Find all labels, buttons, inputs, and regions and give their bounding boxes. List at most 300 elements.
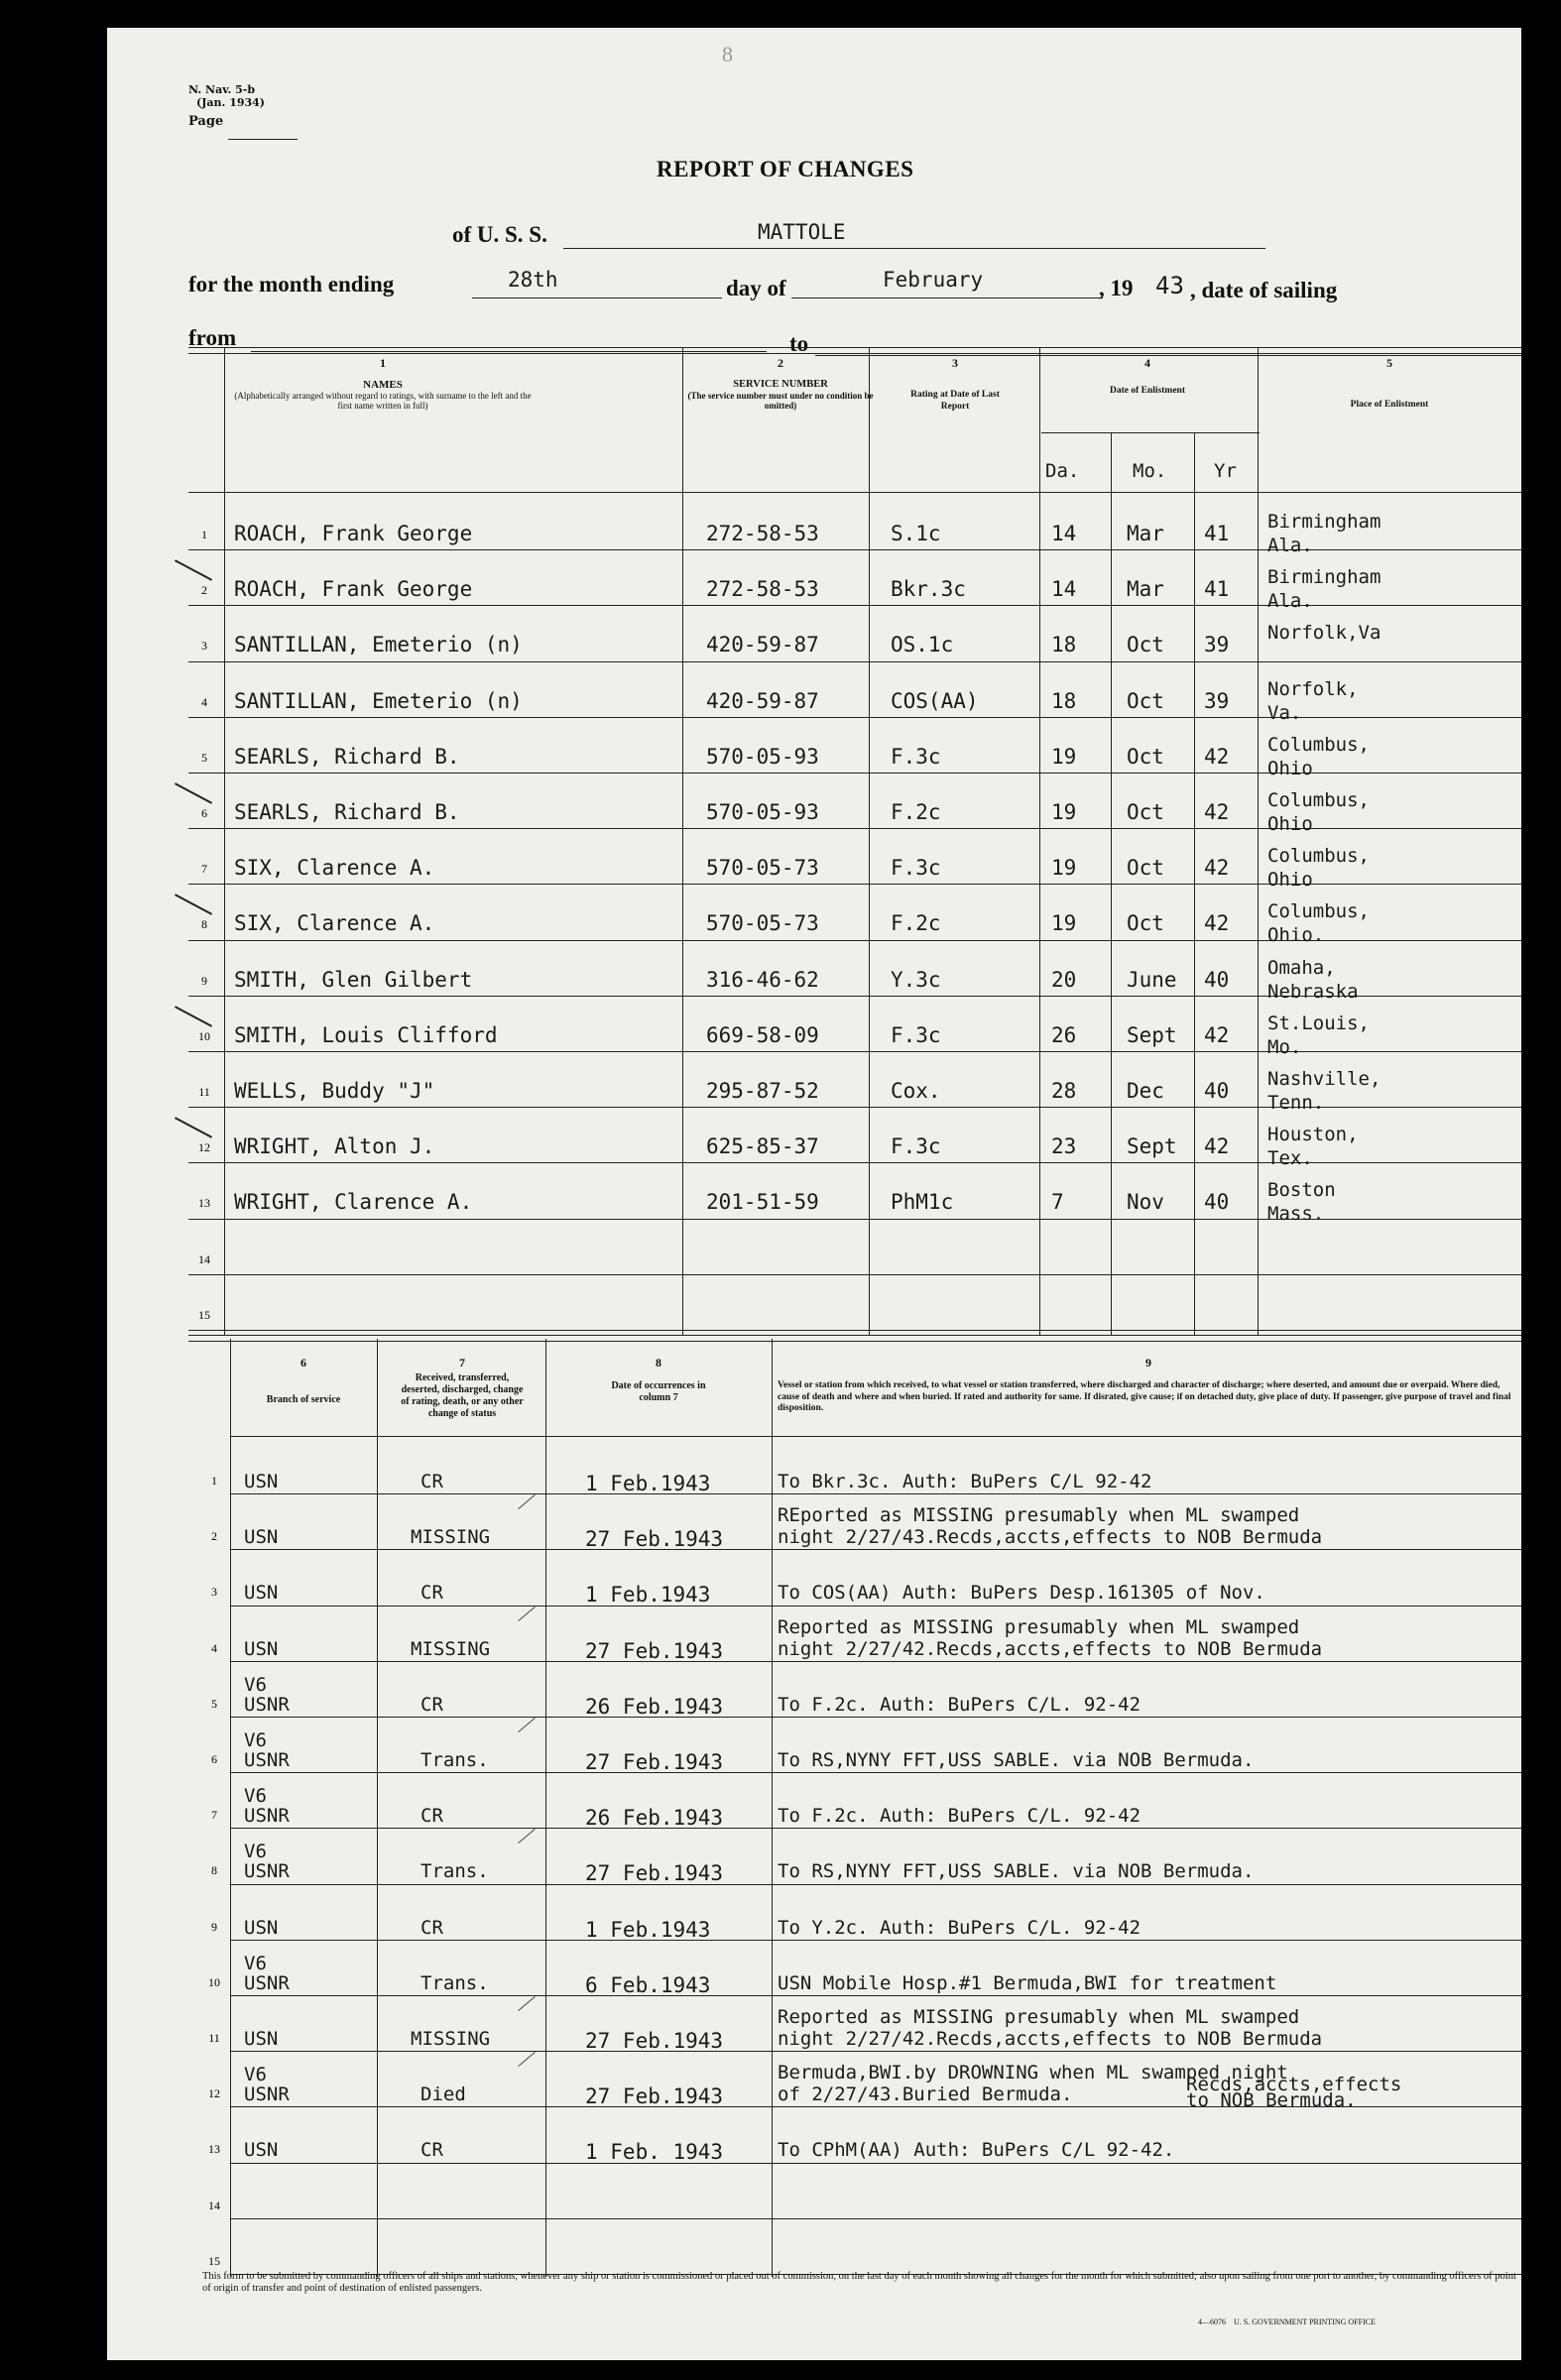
top-cell-service: 420-59-87	[706, 633, 819, 657]
top-row-number: 5	[201, 750, 207, 765]
bottom-cell-status: MISSING	[411, 1637, 491, 1660]
bottom-cell-remark1: Bermuda,BWI.by DROWNING when ML swamped night	[778, 2062, 1288, 2084]
top-cell-da: 19	[1051, 911, 1077, 936]
bottom-cell-status: Trans.	[420, 1860, 489, 1883]
yr-header: Yr	[1214, 460, 1237, 482]
bottom-cell-remark3: Recds,accts,effects	[1186, 2074, 1402, 2096]
day-of-label: day of	[726, 276, 786, 300]
bottom-cell-remark2: To Bkr.3c. Auth: BuPers C/L 92-42	[778, 1471, 1152, 1492]
top-cell-name: WRIGHT, Clarence A.	[234, 1190, 473, 1215]
top-row-rule	[188, 884, 1521, 885]
top-cell-rating: F.2c	[891, 911, 941, 936]
bottom-cell-branch: USN	[244, 1471, 279, 1492]
top-cell-place: Birmingham	[1267, 566, 1381, 589]
printer-line	[1198, 2318, 1376, 2326]
top-table-end-b	[188, 1341, 1521, 1342]
top-table-end-a	[188, 1335, 1521, 1336]
check-mark	[518, 1718, 535, 1732]
footer-note: This form to be submitted by commanding officers of all ships and stations, whenever any ship or station is commissioned or placed out of commission, on the last day of each month showing all changes for the month for which submitted; also upon sailing from one port to another, by commanding officers of point of origin of transfer and point of destination of enlisted passengers.	[202, 2271, 1516, 2294]
top-cell-service: 272-58-53	[706, 522, 819, 545]
top-cell-rating: OS.1c	[891, 633, 954, 657]
top-cell-service: 570-05-73	[706, 856, 819, 881]
top-cell-rating: F.3c	[891, 1022, 941, 1047]
bottom-cell-date: 27 Feb.1943	[585, 2084, 724, 2109]
top-cell-place: Birmingham	[1267, 511, 1381, 533]
bottom-cell-date: 1 Feb. 1943	[585, 2140, 724, 2165]
top-row-rule	[188, 1162, 1521, 1163]
top-cell-place: Columbus,	[1267, 845, 1370, 868]
col-1-number: 1	[380, 356, 386, 370]
col-8-number: 8	[656, 1356, 661, 1369]
top-cell-name: ROACH, Frank George	[234, 577, 473, 602]
top-cell-place: Ala.	[1267, 535, 1313, 556]
col-rating-header	[873, 357, 1037, 413]
check-mark	[175, 894, 212, 915]
top-cell-place: Nashville,	[1267, 1068, 1381, 1090]
bottom-row-rule	[230, 1828, 1521, 1829]
bottom-row-rule	[230, 1661, 1521, 1662]
bottom-cell-date: 27 Feb.1943	[585, 1861, 724, 1886]
header-bottom-rule	[188, 492, 1521, 493]
top-cell-rating: S.1c	[891, 522, 941, 545]
col-3-number: 3	[952, 356, 958, 370]
bottom-cell-remark1: Reported as MISSING presumably when ML swamped	[778, 1615, 1300, 1638]
top-cell-mo: Nov	[1127, 1190, 1164, 1215]
of-uss-label: of U. S. S.	[452, 222, 547, 247]
top-cell-yr: 42	[1204, 856, 1230, 881]
col-9-number: 9	[1145, 1356, 1151, 1369]
bvline-1	[230, 1339, 231, 2277]
bottom-cell-remark2: To RS,NYNY FFT,USS SABLE. via NOB Bermuda.	[778, 1860, 1255, 1883]
top-cell-yr: 41	[1204, 522, 1230, 545]
top-cell-place: Ala.	[1267, 590, 1313, 613]
bottom-row-number: 13	[208, 2142, 220, 2157]
form-number-text: N. Nav. 5-b	[188, 83, 256, 96]
check-mark	[518, 2052, 535, 2067]
top-cell-yr: 40	[1204, 1190, 1230, 1215]
col-2-title: SERVICE NUMBER	[733, 379, 828, 390]
top-cell-rating: Y.3c	[891, 967, 941, 992]
bottom-row-number: 1	[211, 1474, 217, 1488]
bottom-cell-branch: USNR	[244, 1693, 290, 1716]
top-cell-place: Ohio	[1267, 869, 1313, 892]
top-cell-mo: Mar	[1127, 522, 1164, 545]
bottom-row-rule	[230, 2051, 1521, 2052]
top-cell-rating: F.2c	[891, 800, 941, 824]
bottom-cell-branch: USN	[244, 1637, 279, 1660]
top-cell-place: Ohio	[1267, 757, 1313, 779]
bottom-cell-remark2: To F.2c. Auth: BuPers C/L. 92-42	[778, 1693, 1141, 1716]
top-cell-name: SANTILLAN, Emeterio (n)	[234, 688, 523, 713]
col-enlistment-date-header	[1037, 357, 1258, 397]
top-cell-place: Ohio.	[1267, 924, 1325, 947]
from-line	[251, 351, 767, 352]
ship-line	[563, 248, 1265, 249]
bottom-cell-branch: USNR	[244, 1971, 290, 1994]
bottom-cell-status: Trans.	[420, 1971, 489, 1994]
top-row-number: 15	[198, 1307, 210, 1322]
bottom-row-rule	[230, 1995, 1521, 1996]
check-mark	[175, 1117, 212, 1137]
col-9-title: Vessel or station from which received, to what vessel or station transferred, where discharged and character of discharge; where deserted, and amount due or overpaid. Where died, cause of death and where and when buried. If rated and authority for same. If disrated, give cause; if on detached duty, give place of duty. If passenger, give purpose of travel and final disposition.	[778, 1380, 1511, 1413]
bottom-cell-status: CR	[420, 1582, 443, 1605]
to-line	[815, 355, 1521, 356]
top-cell-place: Tenn.	[1267, 1092, 1325, 1114]
top-row-rule	[188, 773, 1521, 774]
top-cell-yr: 40	[1204, 1079, 1230, 1103]
bottom-cell-date: 1 Feb.1943	[585, 1583, 711, 1607]
col-branch-header	[230, 1357, 377, 1406]
vline-7	[1258, 347, 1259, 1335]
top-cell-place: Columbus,	[1267, 789, 1370, 811]
check-mark	[175, 559, 212, 580]
top-cell-da: 28	[1051, 1079, 1077, 1103]
top-row-rule	[188, 605, 1521, 606]
bottom-row-number: 11	[208, 2031, 220, 2045]
top-cell-yr: 42	[1204, 1134, 1230, 1159]
bottom-cell-date: 27 Feb.1943	[585, 1527, 724, 1552]
bottom-cell-remark2: of 2/27/43.Buried Bermuda.	[778, 2083, 1073, 2106]
sailing-label: , date of sailing	[1190, 278, 1338, 302]
top-cell-rating: PhM1c	[891, 1190, 954, 1215]
top-cell-place: Houston,	[1267, 1124, 1359, 1146]
col-7-title: Received, transferred, deserted, discharged, change of rating, death, or any other change of status	[401, 1372, 524, 1419]
bvline-4	[772, 1339, 773, 2277]
top-cell-name: WELLS, Buddy "J"	[234, 1079, 435, 1103]
top-cell-place: Nebraska	[1267, 980, 1359, 1003]
printer-name: U. S. GOVERNMENT PRINTING OFFICE	[1234, 2318, 1376, 2326]
top-cell-mo: Oct	[1127, 744, 1164, 769]
bottom-cell-status: CR	[420, 1471, 443, 1492]
bottom-cell-date: 27 Feb.1943	[585, 1750, 724, 1774]
top-cell-place: Omaha,	[1267, 956, 1336, 979]
col-5-number: 5	[1386, 356, 1392, 370]
top-table-rule-a	[188, 347, 1521, 348]
top-cell-name: SIX, Clarence A.	[234, 856, 435, 881]
bottom-cell-status: CR	[420, 2139, 443, 2162]
bottom-cell-branch: USNR	[244, 2083, 290, 2106]
bottom-row-number: 10	[208, 1974, 220, 1989]
ship-name: MATTOLE	[758, 220, 846, 244]
top-cell-mo: June	[1127, 967, 1177, 992]
bottom-cell-date: 1 Feb.1943	[585, 1917, 711, 1942]
top-cell-name: SEARLS, Richard B.	[234, 800, 460, 824]
page-label: Page	[188, 114, 224, 129]
top-row-number: 13	[198, 1196, 210, 1211]
bottom-cell-status: CR	[420, 1693, 443, 1716]
top-cell-da: 18	[1051, 633, 1077, 657]
bottom-cell-branch: USN	[244, 2139, 279, 2162]
mo-header: Mo.	[1133, 460, 1167, 482]
col-1-note: (Alphabetically arranged without regard to ratings, with surname to the left and the first name written in full)	[234, 391, 532, 411]
bottom-cell-remark2: night 2/27/42.Recds,accts,effects to NOB Bermuda	[778, 2028, 1323, 2050]
bottom-cell-branch-top: V6	[244, 1785, 267, 1808]
bottom-cell-status: CR	[420, 1805, 443, 1828]
bottom-cell-remark2: To CPhM(AA) Auth: BuPers C/L 92-42.	[778, 2139, 1175, 2162]
top-cell-da: 14	[1051, 522, 1077, 545]
col-1-title: NAMES	[363, 379, 403, 391]
top-cell-rating: Bkr.3c	[891, 577, 966, 602]
top-table-rule-b	[188, 353, 1521, 354]
top-row-rule	[188, 828, 1521, 829]
top-row-rule	[188, 549, 1521, 550]
bottom-row-rule	[230, 1493, 1521, 1494]
col-date-header	[547, 1357, 770, 1404]
top-cell-service: 570-05-93	[706, 744, 819, 769]
top-row-rule	[188, 1274, 1521, 1275]
bottom-cell-status: Trans.	[420, 1749, 489, 1771]
bottom-cell-remark2: To RS,NYNY FFT,USS SABLE. via NOB Bermuda.	[778, 1749, 1255, 1771]
year-prefix: , 19	[1099, 276, 1134, 300]
top-cell-yr: 42	[1204, 800, 1230, 824]
bottom-cell-status: CR	[420, 1916, 443, 1939]
top-cell-name: SANTILLAN, Emeterio (n)	[234, 633, 523, 657]
bottom-cell-date: 26 Feb.1943	[585, 1806, 724, 1831]
top-cell-mo: Oct	[1127, 688, 1164, 713]
bottom-cell-branch: USN	[244, 2028, 279, 2050]
bottom-row-rule	[230, 1884, 1521, 1885]
bottom-row-rule	[230, 1717, 1521, 1718]
bottom-row-number: 2	[211, 1529, 217, 1544]
check-mark	[518, 1494, 535, 1509]
top-cell-yr: 42	[1204, 911, 1230, 936]
top-cell-yr: 42	[1204, 1022, 1230, 1047]
da-header: Da.	[1045, 460, 1080, 482]
top-cell-place: Norfolk,Va	[1267, 622, 1381, 645]
vline-4	[1039, 347, 1040, 1335]
bottom-cell-branch: USNR	[244, 1805, 290, 1828]
top-cell-rating: F.3c	[891, 1134, 941, 1159]
top-row-rule	[188, 1330, 1521, 1331]
form-number	[188, 83, 265, 128]
bottom-cell-remark2: To Y.2c. Auth: BuPers C/L. 92-42	[778, 1916, 1141, 1939]
bvline-2	[377, 1339, 378, 2277]
month-ending-label: for the month ending	[188, 272, 395, 297]
top-cell-da: 14	[1051, 577, 1077, 602]
top-cell-service: 201-51-59	[706, 1190, 819, 1215]
bottom-row-number: 6	[211, 1752, 217, 1766]
bottom-cell-status: Died	[420, 2083, 466, 2106]
top-cell-mo: Oct	[1127, 856, 1164, 881]
top-row-number: 6	[201, 806, 207, 820]
bottom-cell-branch: USN	[244, 1582, 279, 1605]
top-cell-da: 7	[1051, 1190, 1064, 1215]
bottom-row-number: 14	[208, 2198, 220, 2212]
bottom-cell-remark2: To F.2c. Auth: BuPers C/L. 92-42	[778, 1805, 1141, 1828]
col-8-title: Date of occurrences in column 7	[611, 1380, 706, 1403]
top-cell-rating: Cox.	[891, 1079, 941, 1103]
bottom-row-rule	[230, 2163, 1521, 2164]
top-cell-da: 19	[1051, 744, 1077, 769]
bottom-cell-status: MISSING	[411, 2028, 491, 2050]
top-cell-mo: Oct	[1127, 633, 1164, 657]
top-cell-da: 19	[1051, 856, 1077, 881]
top-row-number: 14	[198, 1251, 210, 1266]
form-code: 4—6076	[1198, 2318, 1226, 2326]
col-service-header	[684, 357, 877, 411]
bottom-row-number: 4	[211, 1640, 217, 1655]
bottom-row-number: 3	[211, 1585, 217, 1600]
top-cell-name: SIX, Clarence A.	[234, 911, 435, 936]
top-cell-place: Ohio	[1267, 813, 1313, 835]
top-cell-yr: 40	[1204, 967, 1230, 992]
top-cell-rating: F.3c	[891, 856, 941, 881]
top-cell-service: 420-59-87	[706, 688, 819, 713]
bottom-row-number: 15	[208, 2253, 220, 2268]
page-line	[228, 139, 298, 140]
top-cell-service: 570-05-73	[706, 911, 819, 936]
bottom-row-number: 7	[211, 1808, 217, 1823]
binder-punch-middle	[40, 891, 63, 1000]
day-value: 28th	[508, 268, 558, 292]
bottom-cell-remark2: night 2/27/42.Recds,accts,effects to NOB Bermuda	[778, 1637, 1323, 1660]
top-row-number: 7	[201, 862, 207, 877]
top-row-rule	[188, 1051, 1521, 1052]
bottom-cell-branch-top: V6	[244, 1952, 267, 1974]
check-mark	[518, 1829, 535, 1844]
vline-3	[869, 347, 870, 1335]
top-cell-service: 272-58-53	[706, 577, 819, 602]
top-cell-da: 26	[1051, 1022, 1077, 1047]
top-cell-mo: Sept	[1127, 1134, 1177, 1159]
col-2-number: 2	[778, 356, 783, 370]
top-cell-place: Norfolk,	[1267, 677, 1359, 700]
col-4-number: 4	[1144, 356, 1150, 370]
top-cell-name: WRIGHT, Alton J.	[234, 1134, 435, 1159]
top-cell-place: Tex.	[1267, 1147, 1313, 1170]
top-cell-service: 295-87-52	[706, 1079, 819, 1103]
col-7-number: 7	[459, 1356, 465, 1369]
document-page	[107, 28, 1521, 2360]
bottom-cell-remark1: REported as MISSING presumably when ML swamped	[778, 1504, 1300, 1527]
top-row-number: 1	[201, 528, 207, 541]
top-cell-da: 18	[1051, 688, 1077, 713]
top-cell-mo: Oct	[1127, 800, 1164, 824]
top-cell-mo: Dec	[1127, 1079, 1164, 1103]
bottom-row-rule	[230, 1772, 1521, 1773]
top-cell-place: Boston	[1267, 1179, 1336, 1202]
top-cell-mo: Oct	[1127, 911, 1164, 936]
bottom-cell-branch-top: V6	[244, 2064, 267, 2086]
col-2-note: (The service number must under no condition be omitted)	[687, 391, 874, 411]
corner-mark: 8	[722, 42, 733, 66]
top-cell-place: St.Louis,	[1267, 1012, 1370, 1034]
bottom-row-rule	[230, 2218, 1521, 2219]
top-cell-da: 19	[1051, 800, 1077, 824]
col-names-header	[234, 357, 532, 411]
top-row-number: 11	[198, 1085, 210, 1099]
top-cell-place: Mass.	[1267, 1203, 1325, 1226]
binder-punch-bottom	[40, 1860, 63, 1969]
top-row-number: 10	[198, 1028, 210, 1043]
month-value: February	[883, 268, 984, 292]
top-cell-place: Mo.	[1267, 1035, 1302, 1058]
bottom-row-number: 9	[211, 1919, 217, 1934]
bottom-cell-date: 6 Feb.1943	[585, 1972, 711, 1997]
col-status-header	[381, 1357, 543, 1420]
form-date-text: (Jan. 1934)	[196, 96, 266, 109]
bottom-row-rule	[230, 1940, 1521, 1941]
report-title: REPORT OF CHANGES	[657, 157, 914, 181]
bottom-row-rule	[230, 1549, 1521, 1550]
top-row-number: 9	[201, 973, 207, 988]
bvline-3	[545, 1339, 546, 2277]
check-mark	[175, 782, 212, 803]
vline-2	[682, 347, 683, 1335]
col-3-title: Rating at Date of Last Report	[910, 390, 1000, 412]
vline-1	[224, 347, 225, 1335]
bottom-cell-branch-top: V6	[244, 1673, 267, 1696]
top-cell-rating: F.3c	[891, 744, 941, 769]
top-cell-place: Columbus,	[1267, 733, 1370, 756]
top-row-rule	[188, 661, 1521, 662]
top-cell-service: 570-05-93	[706, 800, 819, 824]
col-place-header	[1258, 357, 1521, 411]
col-6-title: Branch of service	[266, 1394, 341, 1405]
bottom-cell-branch: USN	[244, 1526, 279, 1549]
bottom-cell-branch: USN	[244, 1916, 279, 1939]
top-row-number: 3	[201, 639, 207, 654]
top-row-number: 2	[201, 583, 207, 598]
col-remarks-header	[778, 1357, 1519, 1415]
bottom-cell-date: 1 Feb.1943	[585, 1472, 711, 1495]
bottom-header-rule	[230, 1436, 1521, 1437]
bottom-row-number: 12	[208, 2086, 220, 2101]
bottom-cell-date: 27 Feb.1943	[585, 1638, 724, 1663]
top-cell-da: 23	[1051, 1134, 1077, 1159]
top-cell-service: 316-46-62	[706, 967, 819, 992]
bottom-cell-remark4: to NOB Bermuda.	[1186, 2089, 1357, 2112]
bottom-cell-branch: USNR	[244, 1749, 290, 1771]
top-row-rule	[188, 717, 1521, 718]
col-6-number: 6	[300, 1356, 306, 1369]
top-row-number: 4	[201, 694, 207, 709]
bottom-cell-branch-top: V6	[244, 1841, 267, 1863]
bottom-cell-remark2: To COS(AA) Auth: BuPers Desp.161305 of Nov.	[778, 1582, 1265, 1605]
top-cell-mo: Mar	[1127, 577, 1164, 602]
top-cell-yr: 41	[1204, 577, 1230, 602]
year-value: 43	[1155, 272, 1184, 299]
bottom-cell-status: MISSING	[411, 1526, 491, 1549]
bottom-cell-branch-top: V6	[244, 1729, 267, 1751]
from-label: from	[188, 325, 237, 350]
top-cell-name: SMITH, Glen Gilbert	[234, 967, 473, 992]
top-cell-mo: Sept	[1127, 1022, 1177, 1047]
top-cell-service: 625-85-37	[706, 1134, 819, 1159]
top-row-number: 12	[198, 1140, 210, 1155]
bottom-row-number: 8	[211, 1863, 217, 1878]
top-cell-service: 669-58-09	[706, 1022, 819, 1047]
top-cell-place: Va.	[1267, 701, 1302, 724]
bottom-cell-remark2: USN Mobile Hosp.#1 Bermuda,BWI for treatment	[778, 1971, 1277, 1994]
bottom-cell-remark1: Reported as MISSING presumably when ML swamped	[778, 2006, 1300, 2028]
binder-punch-top	[40, 407, 63, 516]
top-cell-name: SMITH, Louis Clifford	[234, 1022, 498, 1047]
bottom-cell-date: 27 Feb.1943	[585, 2029, 724, 2053]
top-cell-name: ROACH, Frank George	[234, 522, 473, 545]
col-4-title: Date of Enlistment	[1110, 386, 1185, 396]
top-cell-da: 20	[1051, 967, 1077, 992]
top-cell-yr: 42	[1204, 744, 1230, 769]
top-cell-yr: 39	[1204, 688, 1230, 713]
bottom-cell-remark2: night 2/27/43.Recds,accts,effects to NOB Bermuda	[778, 1526, 1323, 1549]
top-cell-rating: COS(AA)	[891, 688, 979, 713]
top-cell-place: Columbus,	[1267, 900, 1370, 923]
top-row-number: 8	[201, 917, 207, 932]
check-mark	[518, 1996, 535, 2011]
col-5-title: Place of Enlistment	[1350, 400, 1429, 410]
to-label: to	[789, 331, 809, 356]
